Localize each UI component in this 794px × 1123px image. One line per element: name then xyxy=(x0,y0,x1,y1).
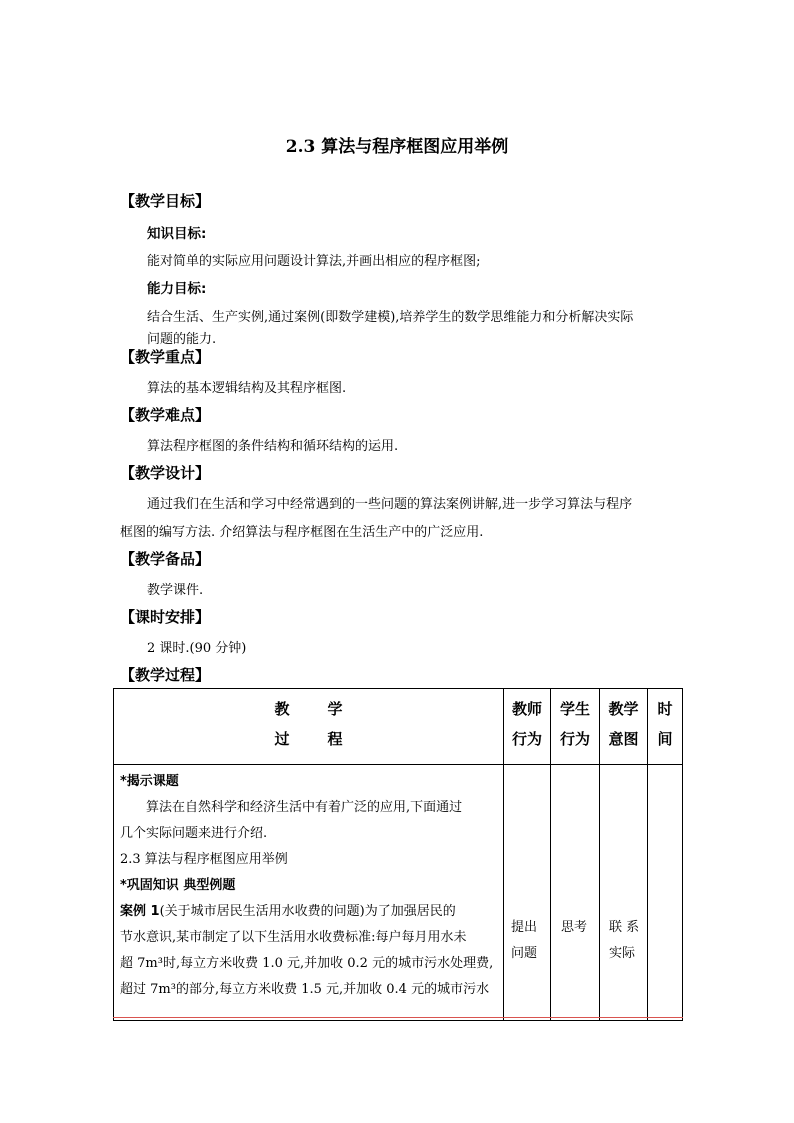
difficulties-text: 算法程序框图的条件结构和循环结构的运用. xyxy=(147,439,399,454)
header-time-2: 间 xyxy=(657,730,673,748)
consolidate-label: *巩固知识 典型例题 xyxy=(120,878,236,893)
time-cell xyxy=(648,765,683,1021)
header-student-2: 行为 xyxy=(559,730,590,748)
materials-heading: 【教学备品】 xyxy=(120,550,211,568)
teacher-text-2: 问题 xyxy=(511,946,538,961)
student-text: 思考 xyxy=(561,920,588,935)
table-header-row xyxy=(114,689,683,765)
student-cell xyxy=(551,765,600,1021)
key-points-heading: 【教学重点】 xyxy=(120,348,211,366)
intent-cell xyxy=(600,765,648,1021)
intent-text-2: 实际 xyxy=(609,946,636,961)
reveal-text-2: 几个实际问题来进行介绍. xyxy=(120,826,268,841)
design-text-2: 框图的编写方法. 介绍算法与程序框图在生活生产中的广泛应用. xyxy=(120,525,484,540)
case-label: 案例 1 xyxy=(120,904,160,919)
ability-text-2: 问题的能力. xyxy=(147,332,217,347)
process-table xyxy=(113,688,683,1021)
schedule-text: 2 课时.(90 分钟) xyxy=(147,641,247,656)
case-text-2: 节水意识,某市制定了以下生活用水收费标准:每户每月用水未 xyxy=(120,930,467,945)
intent-text-1: 联 系 xyxy=(609,920,640,935)
header-student-1: 学生 xyxy=(559,700,590,718)
header-intent xyxy=(600,689,648,765)
header-teacher-2: 行为 xyxy=(511,730,542,748)
knowledge-text: 能对简单的实际应用问题设计算法,并画出相应的程序框图; xyxy=(147,254,481,269)
knowledge-label: 知识目标: xyxy=(147,226,207,242)
topic-text: 2.3 算法与程序框图应用举例 xyxy=(120,852,288,867)
teacher-cell xyxy=(504,765,551,1021)
case-text-1: (关于城市居民生活用水收费的问题)为了加强居民的 xyxy=(159,904,456,919)
difficulties-heading: 【教学难点】 xyxy=(120,406,211,424)
materials-text: 教学课件. xyxy=(147,583,204,598)
page-title: 2.3 算法与程序框图应用举例 xyxy=(285,137,509,157)
case-line-1 xyxy=(120,899,497,925)
reveal-text-1: 算法在自然科学和经济生活中有着广泛的应用,下面通过 xyxy=(146,800,463,815)
case-text-4: 超过 7m³的部分,每立方米收费 1.5 元,并加收 0.4 元的城市污水 xyxy=(120,982,490,997)
header-intent-2: 意图 xyxy=(608,730,639,748)
key-points-text: 算法的基本逻辑结构及其程序框图. xyxy=(147,381,347,396)
header-process-2b: 程 xyxy=(327,730,343,748)
header-teacher-1: 教师 xyxy=(511,700,542,718)
objectives-heading: 【教学目标】 xyxy=(120,192,211,210)
header-teacher xyxy=(504,689,551,765)
ability-text-1: 结合生活、生产实例,通过案例(即数学建模),培养学生的数学思维能力和分析解决实际 xyxy=(147,310,634,325)
ability-label: 能力目标: xyxy=(147,281,207,297)
header-process-1b: 学 xyxy=(327,700,343,718)
reveal-label: *揭示课题 xyxy=(120,774,179,789)
design-heading: 【教学设计】 xyxy=(120,464,211,482)
header-student xyxy=(551,689,600,765)
process-content-cell xyxy=(114,765,504,1021)
header-time xyxy=(648,689,683,765)
header-process xyxy=(114,689,504,765)
schedule-heading: 【课时安排】 xyxy=(120,608,211,626)
teacher-text-1: 提出 xyxy=(511,920,538,935)
header-process-2a: 过 xyxy=(274,730,290,748)
process-heading: 【教学过程】 xyxy=(120,666,211,684)
table-bottom-border xyxy=(113,1017,683,1018)
header-time-1: 时 xyxy=(657,700,673,718)
case-text-3: 超 7m³时,每立方米收费 1.0 元,并加收 0.2 元的城市污水处理费, xyxy=(120,956,494,971)
table-row xyxy=(114,765,683,1021)
header-process-1a: 教 xyxy=(274,700,290,718)
design-text-1: 通过我们在生活和学习中经常遇到的一些问题的算法案例讲解,进一步学习算法与程序 xyxy=(147,497,633,512)
header-intent-1: 教学 xyxy=(608,700,639,718)
